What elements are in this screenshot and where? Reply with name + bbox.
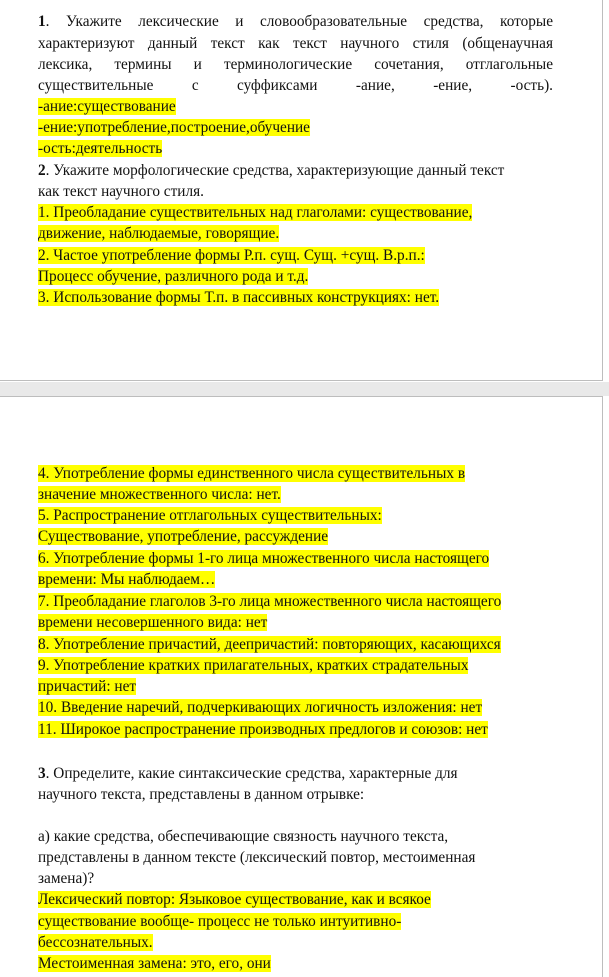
morph-item-line: 4. Употребление формы единственного числа существительных в: [38, 465, 466, 482]
morph-item-line: времени несовершенного вида: нет: [38, 614, 268, 631]
morph-item-line: времени: Мы наблюдаем…: [38, 571, 216, 588]
morph-item-line: 5. Распространение отглагольных существительных:: [38, 507, 382, 524]
document-page-1: [0, 0, 603, 381]
q2-answer-line: Процесс обучение, различного рода и т.д.: [38, 268, 309, 285]
morph-item-line: 7. Преобладание глаголов 3-го лица множественного числа настоящего: [38, 593, 502, 610]
q1-text-line-4: существительные с суффиксами -ание, -ение, -ость).: [38, 77, 553, 94]
q2-answer-line: 2. Частое употребление формы Р.п. сущ. Сущ. +сущ. В.р.п.:: [38, 247, 425, 264]
q2-text-line-1: 2. Укажите морфологические средства, характеризующие данный текст: [38, 162, 505, 179]
q3-text-line-1: 3. Определите, какие синтаксические средства, характерные для: [38, 765, 458, 782]
q1-answer-line: -ание:существование: [38, 98, 176, 115]
q2-answer-line: 3. Использование формы Т.п. в пассивных конструкциях: нет.: [38, 289, 440, 306]
q3-answer-line: бессознательных.: [38, 934, 153, 951]
q3-sub-a-line: а) какие средства, обеспечивающие связность научного текста,: [38, 828, 449, 845]
q1-text-line-2: характеризуют данный текст как текст научного стиля (общенаучная: [38, 35, 553, 52]
document-page-2: [0, 396, 603, 977]
q3-sub-a-line: замена)?: [38, 870, 95, 887]
morph-item-line: значение множественного числа: нет.: [38, 486, 281, 503]
morph-item-line: Существование, употребление, рассуждение: [38, 528, 329, 545]
morph-item-line: причастий: нет: [38, 678, 137, 695]
q3-text-line-2: научного текста, представлены в данном отрывке:: [38, 786, 365, 803]
q3-sub-a-line: представлены в данном тексте (лексический повтор, местоименная: [38, 849, 476, 866]
morph-item-line: 6. Употребление формы 1-го лица множественного числа настоящего: [38, 550, 490, 567]
q2-text-line-2: как текст научного стиля.: [38, 183, 204, 200]
q1-text-line-3: лексика, термины и терминологические сочетания, отглагольные: [38, 56, 553, 73]
q3-answer-line: существование вообще- процесс не только интуитивно-: [38, 913, 402, 930]
q2-answer-line: 1. Преобладание существительных над глаголами: существование,: [38, 204, 473, 221]
q1-answer-line: -ость:деятельность: [38, 140, 163, 157]
q2-answer-line: движение, наблюдаемые, говорящие.: [38, 225, 280, 242]
morph-item-line: 11. Широкое распространение производных предлогов и союзов: нет: [38, 721, 488, 738]
morph-item-line: 9. Употребление кратких прилагательных, кратких страдательных: [38, 657, 469, 674]
q1-answer-line: -ение:употребление,построение,обучение: [38, 119, 310, 136]
q3-answer-line: Местоименная замена: это, его, они: [38, 955, 271, 972]
morph-item-line: 10. Введение наречий, подчеркивающих логичность изложения: нет: [38, 699, 483, 716]
q1-text-line-1: 1. Укажите лексические и словообразовательные средства, которые: [38, 13, 553, 30]
morph-item-line: 8. Употребление причастий, деепричастий: повторяющих, касающихся: [38, 636, 501, 653]
q3-answer-line: Лексический повтор: Языковое существование, как и всякое: [38, 891, 431, 908]
page-separator: [0, 382, 609, 396]
